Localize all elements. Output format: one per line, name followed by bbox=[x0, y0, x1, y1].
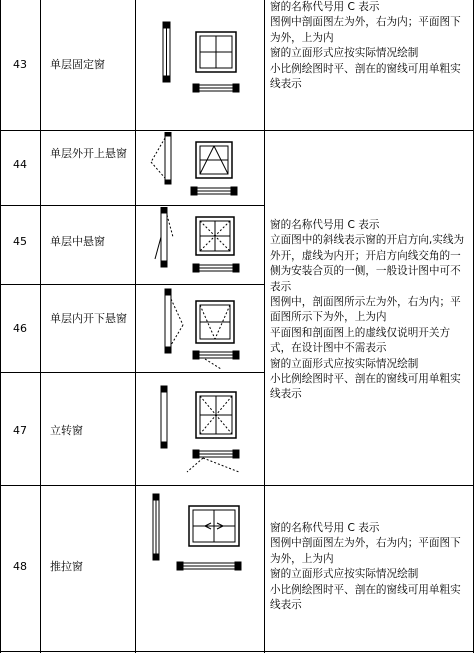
row-name: 单层固定窗 bbox=[50, 58, 105, 71]
row-number: 46 bbox=[13, 322, 27, 335]
row-number: 48 bbox=[13, 560, 27, 573]
notes-fixed-window: 窗的名称代号用 C 表示 图例中剖面图左为外，右为内；平面图下为外，上为内 窗的立面形式应按实际情况绘制 小比例绘图时平、剖在的窗线可用单粗实线表示 bbox=[270, 1, 461, 91]
top-hung-outward-window-drawing bbox=[139, 132, 265, 204]
row-name: 推拉窗 bbox=[50, 560, 83, 573]
table-rule-horizontal bbox=[0, 372, 265, 373]
fixed-window-drawing bbox=[139, 20, 265, 110]
table-rule-horizontal bbox=[0, 130, 474, 131]
row-number: 47 bbox=[13, 424, 27, 437]
row-number: 43 bbox=[13, 58, 27, 71]
bottom-hung-inward-window-drawing bbox=[139, 287, 265, 371]
table-rule-vertical bbox=[135, 0, 136, 653]
row-name: 单层中悬窗 bbox=[50, 235, 105, 248]
table-rule-horizontal bbox=[0, 205, 265, 206]
table-rule-horizontal bbox=[0, 485, 474, 486]
notes-operable-windows: 窗的名称代号用 C 表示 立面图中的斜线表示窗的开启方向,实线为外开，虚线为内开；开启方向线交角的一侧为安装合页的一侧，一般设计图中可不表示 图例中，剖面图所示左为外，右为内；平面图所示下为外，上为内 平面图和剖面图上的虚线仅说明开关方式，在设计图中不需表示 窗的立面形式应按实际情况绘制 小比例绘图时平、剖在的窗线可用单粗实线表示 bbox=[270, 219, 465, 401]
row-number: 44 bbox=[13, 158, 27, 171]
row-name: 单层外开上悬窗 bbox=[50, 147, 127, 160]
sliding-window-drawing bbox=[139, 490, 265, 580]
table-border-bottom bbox=[0, 651, 474, 652]
row-name: 立转窗 bbox=[50, 424, 83, 437]
notes-sliding-window: 窗的名称代号用 C 表示 图例中剖面图左为外，右为内；平面图下为外，上为内 窗的立面形式应按实际情况绘制 小比例绘图时平、剖在的窗线可用单粗实线表示 bbox=[270, 522, 461, 612]
table-rule-horizontal bbox=[0, 284, 265, 285]
row-number: 45 bbox=[13, 235, 27, 248]
table-rule-vertical bbox=[40, 0, 41, 653]
row-name: 单层内开下悬窗 bbox=[50, 312, 127, 325]
pivoted-window-drawing bbox=[139, 380, 265, 480]
center-pivot-window-drawing bbox=[139, 207, 265, 283]
